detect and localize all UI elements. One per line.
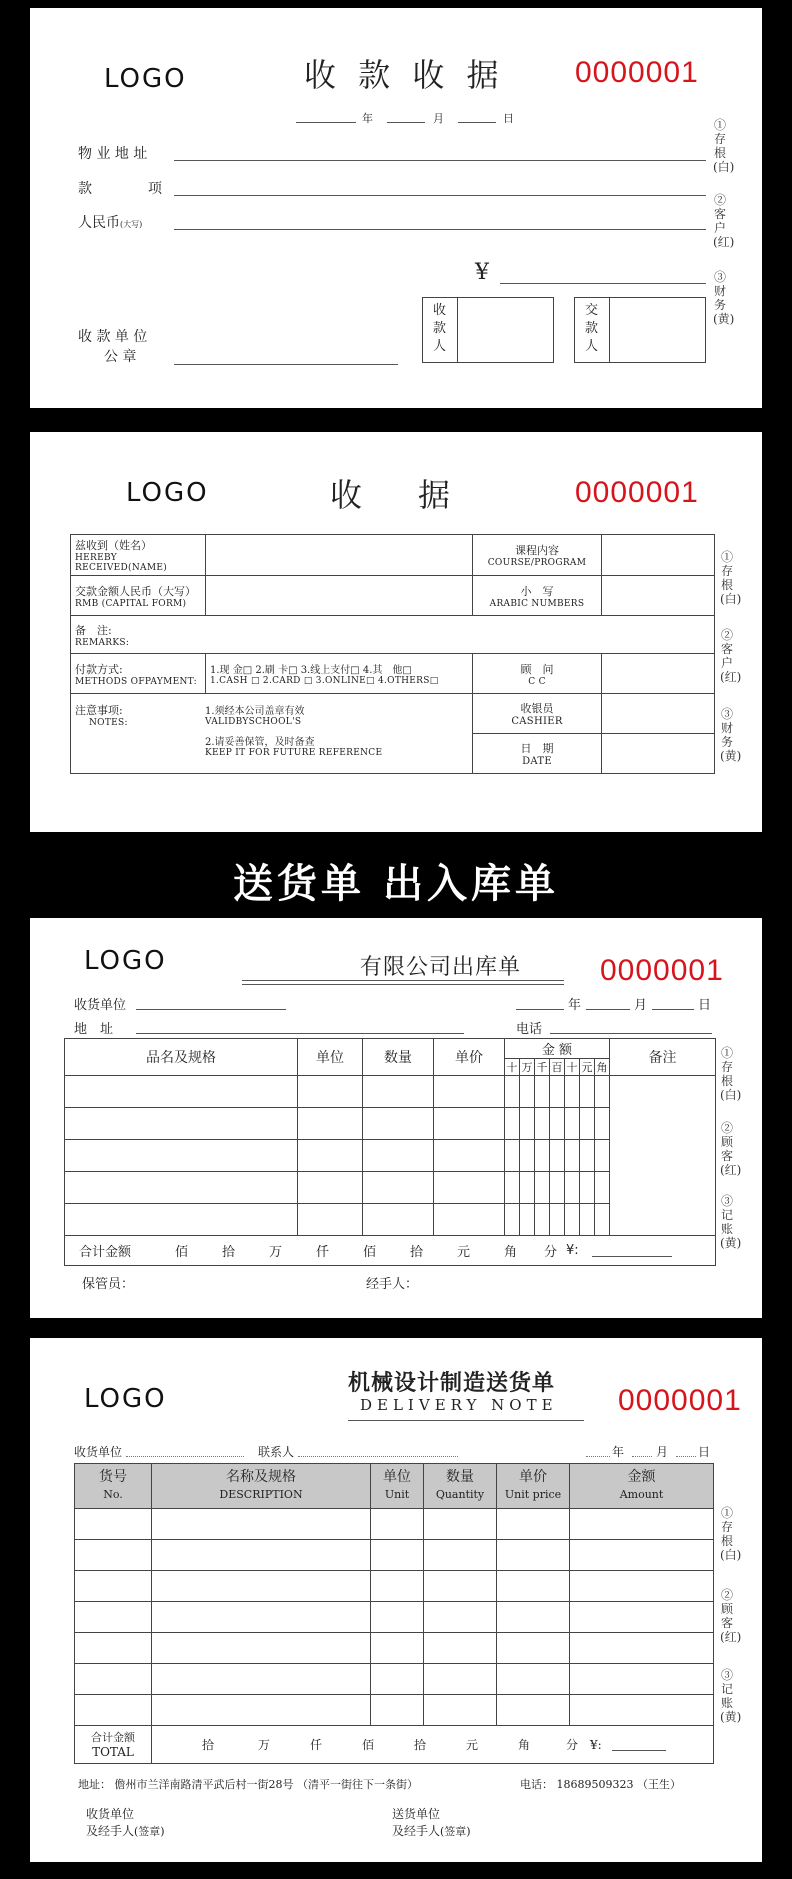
contact-field[interactable]: [298, 1456, 458, 1457]
notes-label-en: NOTES:: [89, 718, 128, 728]
delivery-card: [30, 1338, 762, 1862]
rmb-label: 交款金额人民币（大写）: [75, 584, 196, 598]
phone-label: 电话: [516, 1022, 543, 1037]
col-amount-en: Amount: [619, 1488, 664, 1501]
year-label: 年: [612, 1445, 625, 1459]
month-field[interactable]: [632, 1456, 652, 1457]
address-field[interactable]: [136, 1033, 464, 1034]
col-amount: 金 额: [505, 1039, 610, 1059]
col-remark: 备注: [610, 1039, 716, 1076]
serial-number: 0000001: [618, 1384, 742, 1417]
payment-label: 付款方式:: [75, 662, 123, 676]
total-unit: 拾: [202, 1738, 215, 1752]
company-phone: 电话： 18689509323 （王生）: [520, 1778, 681, 1791]
col-quantity: 数量: [446, 1469, 474, 1485]
total-unit: 佰: [363, 1245, 377, 1260]
advisor-label: 顾 问: [520, 662, 554, 676]
contact-label: 联系人: [258, 1445, 295, 1459]
advisor-label-en: C C: [528, 676, 546, 687]
copy-label-2: ②客户(红): [713, 193, 735, 249]
col-description: 名称及规格: [226, 1469, 296, 1485]
total-label: 合计金额: [91, 1730, 135, 1744]
year-field[interactable]: [586, 1456, 610, 1457]
table-row[interactable]: [75, 1509, 714, 1540]
advisor-field[interactable]: [602, 654, 715, 694]
arabic-field[interactable]: [602, 576, 715, 616]
copy-label-2: ②客户(红): [720, 628, 742, 684]
table-row[interactable]: [65, 1076, 716, 1108]
course-label-en: COURSE/PROGRAM: [487, 558, 587, 568]
notes-label: 注意事项:: [75, 704, 123, 717]
payer-label: 交款人: [585, 303, 599, 354]
table-row[interactable]: [75, 1695, 714, 1726]
payment-options-cn: 1.现 金□ 2.刷 卡□ 3.线上支付□ 4.其 他□: [210, 665, 412, 676]
page-title: 有限公司出库单: [360, 955, 522, 980]
yen-sign: ¥: [475, 260, 489, 285]
total-unit: 万: [269, 1245, 283, 1260]
day-field[interactable]: [652, 1009, 694, 1010]
total-unit: 元: [457, 1245, 471, 1260]
page-title: 收 款 收 据: [304, 56, 505, 94]
page-title: 机械设计制造送货单: [348, 1370, 556, 1396]
logo: LOGO: [84, 1384, 167, 1414]
item-label: 款 项: [78, 181, 162, 197]
date-month-label: 月: [433, 112, 444, 125]
total-unit: 拾: [410, 1245, 424, 1260]
copy-label-1: ①存根(白): [720, 1046, 742, 1102]
note-2: 2.请妥善保管，及时备查: [205, 737, 315, 748]
month-field[interactable]: [586, 1009, 630, 1010]
total-label-en: TOTAL: [92, 1744, 134, 1759]
received-label-en: HEREBY RECEIVED(NAME): [75, 553, 168, 573]
receiver-label: 收货单位: [74, 1445, 123, 1459]
delivery-table: [74, 1463, 714, 1764]
total-unit: 佰: [175, 1245, 189, 1260]
digit-label: 万: [520, 1059, 535, 1076]
col-unit-price: 单价: [519, 1469, 547, 1485]
col-price: 单价: [434, 1039, 505, 1076]
logo: LOGO: [84, 946, 167, 976]
rmb-field[interactable]: [174, 229, 706, 230]
total-unit: 拾: [414, 1738, 427, 1752]
arabic-label: 小 写: [520, 584, 554, 598]
copy-label-1: ①存根(白): [720, 1506, 742, 1562]
remarks-field[interactable]: [71, 616, 715, 654]
col-unit: 单位: [298, 1039, 363, 1076]
total-unit: 佰: [362, 1738, 375, 1752]
course-label: 课程内容: [515, 544, 559, 557]
total-unit: 仟: [310, 1738, 323, 1752]
page-subtitle: DELIVERY NOTE: [360, 1396, 558, 1414]
col-amount: 金额: [627, 1469, 656, 1485]
payee-unit-label: 收 款 单 位: [78, 329, 148, 345]
col-unit-en: Unit: [384, 1488, 410, 1501]
phone-field[interactable]: [550, 1033, 712, 1034]
receiver-label: 收货单位: [74, 998, 127, 1013]
table-row[interactable]: [75, 1633, 714, 1664]
col-unit: 单位: [383, 1469, 411, 1485]
remarks-label: 备 注:: [75, 623, 112, 637]
payment-label-en: METHODS OFPAYMENT:: [75, 676, 197, 687]
date-year-label: 年: [362, 112, 373, 125]
cashier-label: 收银员: [520, 702, 554, 715]
total-unit: 分: [566, 1738, 579, 1752]
rmb-label-en: RMB (CAPITAL FORM): [75, 598, 187, 609]
handler-label: 经手人：: [366, 1277, 419, 1292]
col-unit-price-en: Unit price: [504, 1488, 562, 1501]
serial-number: 0000001: [575, 56, 699, 89]
receiver-box[interactable]: [422, 297, 554, 363]
logo: LOGO: [104, 64, 187, 94]
total-unit: 角: [504, 1245, 518, 1260]
company-address: 地址： 儋州市兰洋南路清平武后村一街28号 （清平一街往下一条街）: [78, 1778, 418, 1791]
rmb-field[interactable]: [206, 576, 473, 616]
date-day-label: 日: [503, 112, 514, 125]
total-unit: 分: [544, 1245, 558, 1260]
payer-box[interactable]: [574, 297, 706, 363]
total-unit: 仟: [316, 1245, 330, 1260]
copy-label-2: ②顾客(红): [720, 1121, 742, 1177]
copy-label-2: ②顾客(红): [720, 1588, 742, 1644]
table-row[interactable]: [75, 1540, 714, 1571]
date-label: 日 期: [520, 742, 554, 755]
copy-label-3: ③财务(黄): [713, 270, 735, 326]
total-unit: 万: [258, 1738, 271, 1752]
payment-options-en: 1.CASH □ 2.CARD □ 3.ONLINE□ 4.OTHERS□: [210, 676, 439, 686]
note-2-en: KEEP IT FOR FUTURE REFERENCE: [205, 748, 383, 758]
date-label-en: DATE: [522, 756, 552, 767]
digit-label: 千: [535, 1059, 550, 1076]
total-unit: 角: [518, 1738, 531, 1752]
receipt-card-2: [30, 432, 762, 832]
cashier-label-en: CASHIER: [511, 716, 563, 727]
total-unit: 元: [466, 1738, 479, 1752]
col-name: 品名及规格: [65, 1039, 298, 1076]
digit-label: 角: [595, 1059, 610, 1076]
section-banner: 送货单 出入库单: [233, 861, 559, 907]
property-address-field[interactable]: [174, 160, 706, 161]
remarks-label-en: REMARKS:: [75, 637, 130, 648]
col-quantity-en: Quantity: [435, 1488, 485, 1501]
copy-label-3: ③记账(黄): [720, 1194, 742, 1250]
yen-sign: ¥:: [566, 1243, 579, 1258]
payee-seal-label: 公 章: [104, 349, 137, 365]
copy-label-1: ①存根(白): [720, 550, 742, 606]
cashier-field[interactable]: [602, 694, 715, 734]
logo: LOGO: [126, 478, 209, 508]
col-no-en: No.: [103, 1488, 123, 1501]
yen-sign: ¥:: [590, 1737, 602, 1752]
received-field[interactable]: [206, 535, 473, 576]
table-row[interactable]: [75, 1664, 714, 1695]
receiver-sign-label: 收货单位 及经手人(签章): [86, 1807, 165, 1838]
copy-label-3: ③记账(黄): [720, 1668, 742, 1724]
table-row[interactable]: [75, 1602, 714, 1633]
receipt-card-1: [30, 8, 762, 408]
year-field[interactable]: [516, 1009, 564, 1010]
digit-label: 百: [550, 1059, 565, 1076]
note-1: 1.须经本公司盖章有效: [205, 706, 305, 717]
col-qty: 数量: [363, 1039, 434, 1076]
receipt-table: [70, 534, 715, 774]
serial-number: 0000001: [600, 954, 724, 987]
note-1-en: VALIDBYSCHOOL'S: [205, 717, 302, 727]
copy-label-1: ①存根(白): [713, 118, 735, 174]
month-label: 月: [656, 1445, 669, 1459]
total-label: 合计金额: [79, 1245, 132, 1260]
day-label: 日: [698, 998, 712, 1013]
day-field[interactable]: [676, 1456, 696, 1457]
outbound-table: [64, 1038, 716, 1266]
keeper-label: 保管员：: [82, 1277, 135, 1292]
col-description-en: DESCRIPTION: [219, 1488, 303, 1501]
copy-label-3: ③财务(黄): [720, 707, 742, 763]
arabic-label-en: ARABIC NUMBERS: [489, 598, 585, 609]
receiver-field[interactable]: [126, 1456, 244, 1457]
day-label: 日: [698, 1445, 711, 1459]
total-unit: 拾: [222, 1245, 236, 1260]
digit-label: 元: [580, 1059, 595, 1076]
digit-label: 十: [565, 1059, 580, 1076]
outbound-card: [30, 918, 762, 1318]
receiver-label: 收款人: [433, 303, 447, 354]
course-field[interactable]: [602, 535, 715, 576]
date-field[interactable]: [602, 734, 715, 774]
address-label: 地 址: [74, 1022, 114, 1037]
serial-number: 0000001: [575, 476, 699, 509]
sender-sign-label: 送货单位 及经手人(签章): [392, 1807, 471, 1838]
digit-label: 十: [505, 1059, 520, 1076]
total-label-cell: [75, 1726, 152, 1764]
total-row[interactable]: [152, 1726, 714, 1764]
year-label: 年: [568, 998, 582, 1013]
item-field[interactable]: [174, 195, 706, 196]
payment-options[interactable]: [206, 654, 473, 694]
payee-seal-field[interactable]: [174, 364, 398, 365]
rmb-label: 人民币(大写): [78, 215, 143, 231]
col-no: 货号: [99, 1469, 127, 1485]
received-label: 兹收到（姓名）: [75, 539, 152, 552]
property-address-label: 物 业 地 址: [78, 146, 148, 162]
yen-amount-field[interactable]: [500, 283, 706, 284]
receiver-field[interactable]: [136, 1009, 286, 1010]
table-row[interactable]: [75, 1571, 714, 1602]
page-title: 收 据: [330, 476, 463, 514]
total-row[interactable]: [65, 1236, 716, 1266]
month-label: 月: [634, 998, 648, 1013]
